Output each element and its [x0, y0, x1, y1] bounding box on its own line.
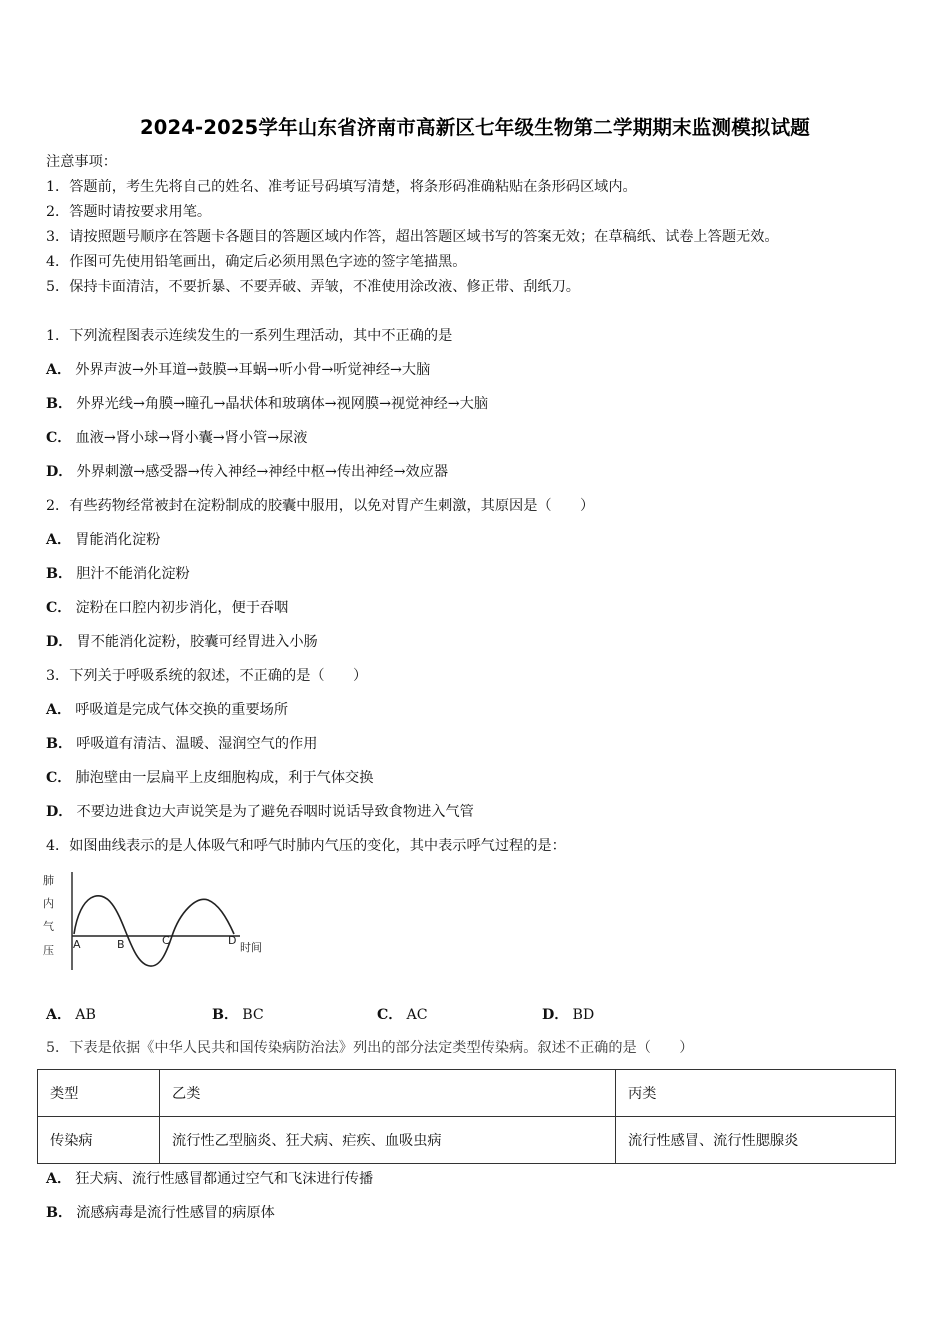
table-header-cell: 类型 [38, 1070, 160, 1117]
graph-ylabel-char: 肺 [43, 874, 54, 887]
table-cell: 流行性感冒、流行性腮腺炎 [616, 1117, 896, 1164]
notice-heading: 注意事项： [46, 154, 117, 170]
notice-item: 3．请按照题号顺序在答题卡各题目的答题区域内作答，超出答题区域书写的答案无效；在草稿纸、试卷上答题无效。 [46, 229, 779, 245]
question-2-stem: 2．有些药物经常被封在淀粉制成的胶囊中服用，以免对胃产生刺激，其原因是（ ） [46, 498, 595, 514]
question-4-options [46, 1004, 746, 1022]
disease-table [37, 1069, 896, 1164]
question-2-option-c: C． 淀粉在口腔内初步消化，便于吞咽 [46, 600, 289, 616]
graph-point-c: C [162, 934, 170, 947]
notice-item: 2．答题时请按要求用笔。 [46, 204, 212, 220]
graph-ylabel-char: 气 [43, 920, 54, 933]
lung-pressure-graph [40, 868, 280, 972]
question-2-option-b: B． 胆汁不能消化淀粉 [46, 566, 190, 582]
question-4-stem: 4．如图曲线表示的是人体吸气和呼气时肺内气压的变化，其中表示呼气过程的是： [46, 838, 566, 854]
question-4-option-c: C． AC [377, 1007, 428, 1023]
table-header-row [38, 1070, 896, 1117]
question-4-option-d: D． BD [542, 1007, 595, 1023]
graph-xlabel: 时间 [240, 941, 262, 954]
question-1-stem: 1．下列流程图表示连续发生的一系列生理活动，其中不正确的是 [46, 328, 453, 344]
question-4-option-b: B． BC [212, 1007, 264, 1023]
pressure-curve [74, 896, 237, 966]
question-3-option-a: A． 呼吸道是完成气体交换的重要场所 [46, 702, 289, 718]
exam-title: 2024-2025学年山东省济南市高新区七年级生物第二学期期末监测模拟试题 [139, 116, 811, 139]
notice-item: 5．保持卡面清洁，不要折暴、不要弄破、弄皱，不准使用涂改液、修正带、刮纸刀。 [46, 279, 580, 295]
table-header-cell: 乙类 [160, 1070, 616, 1117]
question-2-option-a: A． 胃能消化淀粉 [46, 532, 161, 548]
question-5-option-a: A． 狂犬病、流行性感冒都通过空气和飞沫进行传播 [46, 1171, 374, 1187]
question-1-option-c: C． 血液→肾小球→肾小囊→肾小管→尿液 [46, 430, 308, 446]
question-1-option-d: D． 外界刺激→感受器→传入神经→神经中枢→传出神经→效应器 [46, 464, 449, 480]
question-4-option-a: A． AB [46, 1007, 96, 1023]
question-5-stem: 5．下表是依据《中华人民共和国传染病防治法》列出的部分法定类型传染病。叙述不正确的是（ ） [46, 1040, 694, 1056]
graph-ylabel-char: 内 [43, 897, 54, 910]
question-1-option-b: B． 外界光线→角膜→瞳孔→晶状体和玻璃体→视网膜→视觉神经→大脑 [46, 396, 489, 412]
table-cell: 传染病 [38, 1117, 160, 1164]
table-cell: 流行性乙型脑炎、狂犬病、疟疾、血吸虫病 [160, 1117, 616, 1164]
question-3-option-c: C． 肺泡壁由一层扁平上皮细胞构成，利于气体交换 [46, 770, 374, 786]
notice-item: 4．作图可先使用铅笔画出，确定后必须用黑色字迹的签字笔描黑。 [46, 254, 467, 270]
table-header-cell: 丙类 [616, 1070, 896, 1117]
graph-point-b: B [117, 938, 125, 951]
question-2-option-d: D． 胃不能消化淀粉，胶囊可经胃进入小肠 [46, 634, 318, 650]
question-3-option-d: D． 不要边进食边大声说笑是为了避免吞咽时说话导致食物进入气管 [46, 804, 474, 820]
table-row [38, 1117, 896, 1164]
question-5-option-b: B． 流感病毒是流行性感冒的病原体 [46, 1205, 275, 1221]
question-3-option-b: B． 呼吸道有清洁、温暖、湿润空气的作用 [46, 736, 318, 752]
graph-point-d: D [228, 934, 237, 947]
question-3-stem: 3．下列关于呼吸系统的叙述，不正确的是（ ） [46, 668, 368, 684]
question-1-option-a: A． 外界声波→外耳道→鼓膜→耳蜗→听小骨→听觉神经→大脑 [46, 362, 431, 378]
graph-point-a: A [73, 938, 81, 951]
notice-item: 1．答题前，考生先将自己的姓名、准考证号码填写清楚，将条形码准确粘贴在条形码区域内。 [46, 179, 637, 195]
graph-ylabel-char: 压 [43, 944, 54, 957]
